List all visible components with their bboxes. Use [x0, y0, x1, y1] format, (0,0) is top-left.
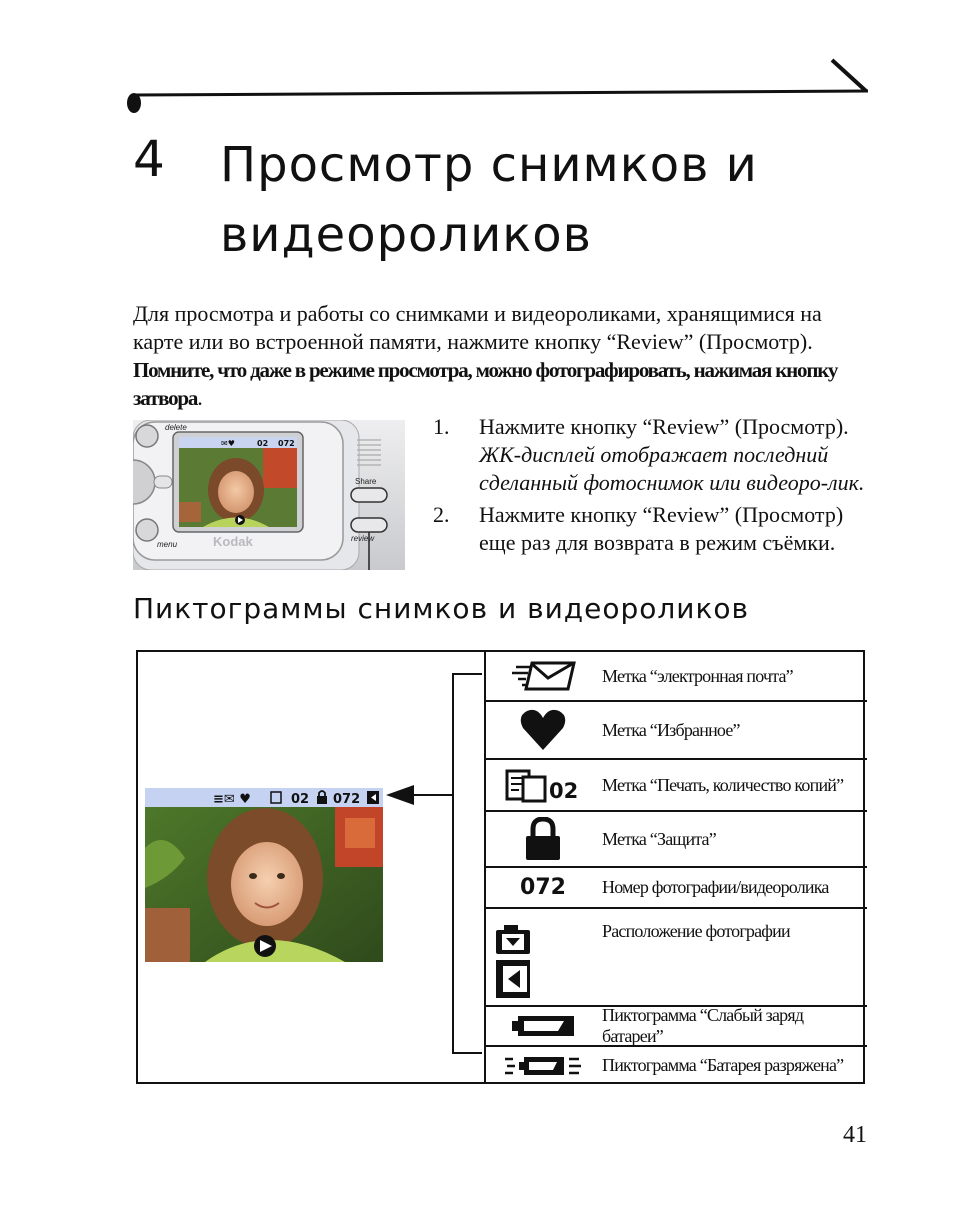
- icon-label: Пиктограмма “Слабый заряд батареи”: [602, 1005, 804, 1046]
- intro-text: Для просмотра и работы со снимками и видеороликами, хранящимися на карте или во встроенной памяти, нажмите кнопку “Review” (Просмотр).: [133, 301, 822, 354]
- svg-text:Share: Share: [355, 477, 377, 486]
- step-text: Нажмите кнопку “Review” (Просмотр).: [479, 414, 849, 439]
- icon-label: Метка “Защита”: [602, 828, 716, 849]
- chapter-number: 4: [133, 130, 165, 188]
- icon-label: Метка “электронная почта”: [602, 665, 793, 686]
- svg-text:072: 072: [333, 792, 361, 807]
- step-number: 2.: [433, 502, 450, 527]
- svg-text:delete: delete: [165, 423, 187, 432]
- page-number: 41: [843, 1122, 867, 1148]
- svg-text:✉♥: ✉♥: [221, 439, 235, 448]
- step-number: 1.: [433, 414, 450, 439]
- svg-text:02: 02: [257, 439, 269, 448]
- svg-text:≡✉ ♥: ≡✉ ♥: [213, 792, 251, 807]
- icon-label: Пиктограмма “Батарея разряжена”: [602, 1055, 844, 1075]
- number-icon: 072: [520, 875, 566, 900]
- icon-label: Метка “Избранное”: [602, 719, 740, 740]
- icon-label: Метка “Печать, количество копий”: [602, 774, 844, 795]
- svg-text:review: review: [351, 534, 375, 543]
- lcd-status-bar: [213, 791, 379, 807]
- step-note: ЖК-дисплей отображает последний сделанный фотоснимок или видеоро-лик.: [479, 442, 865, 495]
- section-title: Пиктограммы снимков и видеороликов: [133, 592, 750, 625]
- intro-bold-text: Помните, что даже в режиме просмотра, можно фотографировать, нажимая кнопку затвора: [133, 358, 838, 410]
- svg-text:menu: menu: [157, 540, 178, 549]
- icon-label: Номер фотографии/видеоролика: [602, 877, 829, 897]
- icon-label: Расположение фотографии: [602, 921, 790, 941]
- svg-text:02: 02: [549, 779, 579, 803]
- chapter-title-line2: видеороликов: [220, 207, 592, 263]
- step-text: Нажмите кнопку “Review” (Просмотр) еще раз для возврата в режим съёмки.: [479, 502, 844, 555]
- svg-text:072: 072: [278, 439, 295, 448]
- chapter-title-line1: Просмотр снимков и: [220, 137, 758, 193]
- intro-bold-end: .: [197, 385, 203, 410]
- lcd-preview-image: [145, 788, 383, 962]
- svg-text:Kodak: Kodak: [213, 534, 253, 549]
- svg-text:02: 02: [291, 792, 310, 807]
